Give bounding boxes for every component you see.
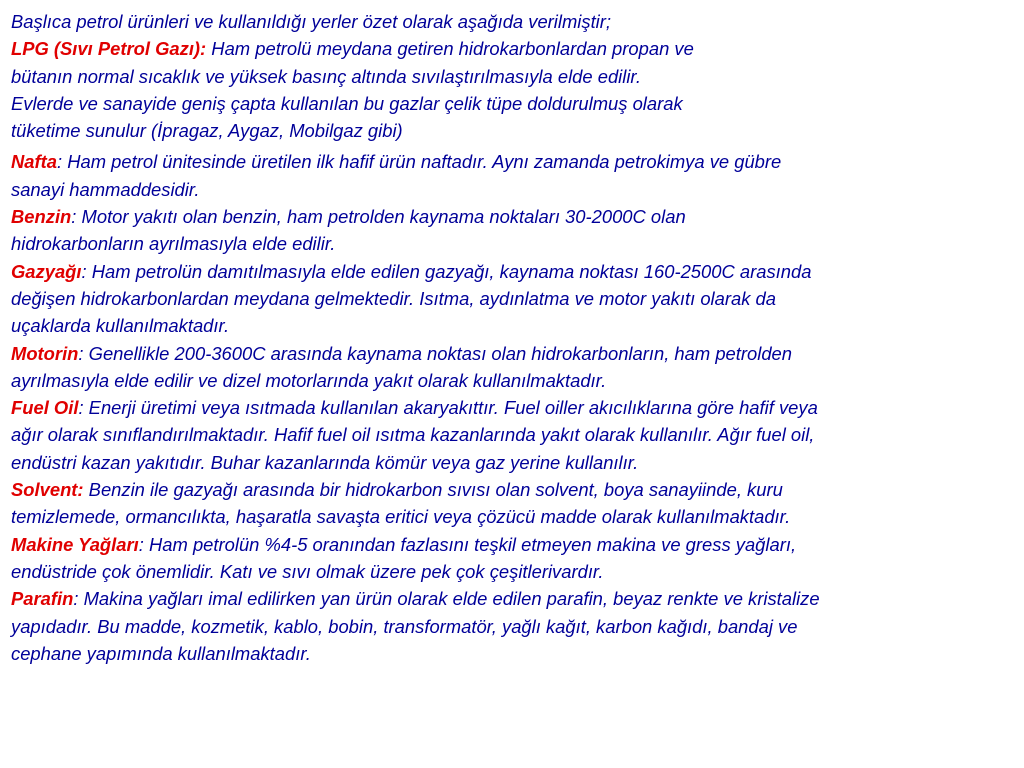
nafta-line-2: sanayi hammaddesidir. [11,178,200,200]
lpg-line-1 [11,35,871,62]
parafin-line-3: cephane yapımında kullanılmaktadır. [11,642,311,664]
gazyagi-line-3: uçaklarda kullanılmaktadır. [11,315,230,337]
lpg-line-2: bütanın normal sıcaklık ve yüksek basınç altında sıvılaştırılmasıyla elde edilir. [11,65,641,87]
lpg-line-4: tüketime sunulur (İpragaz, Aygaz, Mobilgaz gibi) [11,120,403,142]
products-block [11,148,1014,667]
lpg-line-3: Evlerde ve sanayide geniş çapta kullanılan bu gazlar çelik tüpe doldurulmuş olarak [11,92,683,114]
solvent-text-1: Benzin ile gazyağı arasında bir hidrokarbon sıvısı olan solvent, boya sanayiinde, kuru [83,479,783,501]
nafta-text-1: : Ham petrol ünitesinde üretilen ilk hafif ürün naftadır. Aynı zamanda petrokimya ve gübre [57,151,782,173]
fueloil-line-2: ağır olarak sınıflandırılmaktadır. Hafif fuel oil ısıtma kazanlarında yakıt olarak kullanılır. Ağır fuel oil, [11,424,815,446]
makine-line-1 [11,531,1014,558]
solvent-line-2: temizlemede, ormancılıkta, haşaratla savaşta eritici veya çözücü madde olarak kullanılmaktadır. [11,506,791,528]
intro-block [11,8,871,144]
benzin-line-1 [11,203,1014,230]
fueloil-line-3: endüstri kazan yakıtıdır. Buhar kazanlarında kömür veya gaz yerine kullanılır. [11,451,639,473]
gazyagi-term: Gazyağı [11,260,82,282]
motorin-line-1 [11,340,1014,367]
benzin-line-2: hidrokarbonların ayrılmasıyla elde edilir. [11,233,336,255]
benzin-term: Benzin [11,206,72,228]
parafin-text-1: : Makina yağları imal edilirken yan ürün olarak elde edilen parafin, beyaz renkte ve kristalize [73,588,820,610]
lpg-term: LPG (Sıvı Petrol Gazı): [11,38,207,60]
lpg-text-1: Ham petrolü meydana getiren hidrokarbonlardan propan ve [206,38,694,60]
motorin-line-2: ayrılmasıyla elde edilir ve dizel motorlarında yakıt olarak kullanılmaktadır. [11,369,607,391]
parafin-term: Parafin [11,588,74,610]
solvent-term: Solvent: [11,479,84,501]
gazyagi-line-2: değişen hidrokarbonlardan meydana gelmektedir. Isıtma, aydınlatma ve motor yakıtı olarak da [11,287,776,309]
motorin-text-1: : Genellikle 200-3600C arasında kaynama noktası olan hidrokarbonların, ham petrolden [78,342,793,364]
motorin-term: Motorin [11,342,79,364]
nafta-line-1 [11,148,1014,175]
makine-term: Makine Yağları [11,533,139,555]
benzin-text-1: : Motor yakıtı olan benzin, ham petrolden kaynama noktaları 30-2000C olan [71,206,686,228]
makine-line-2: endüstride çok önemlidir. Katı ve sıvı olmak üzere pek çok çeşitlerivardır. [11,560,604,582]
parafin-line-2: yapıdadır. Bu madde, kozmetik, kablo, bobin, transformatör, yağlı kağıt, karbon kağıdı, bandaj ve [11,615,798,637]
fueloil-text-1: : Enerji üretimi veya ısıtmada kullanılan akaryakıttır. Fuel oiller akıcılıklarına göre hafif veya [78,397,818,419]
makine-text-1: : Ham petrolün %4-5 oranından fazlasını teşkil etmeyen makina ve gress yağları, [138,533,797,555]
fueloil-term: Fuel Oil [11,397,79,419]
gazyagi-text-1: : Ham petrolün damıtılmasıyla elde edilen gazyağı, kaynama noktası 160-2500C arasında [81,260,812,282]
intro-text: Başlıca petrol ürünleri ve kullanıldığı yerler özet olarak aşağıda verilmiştir; [11,11,612,32]
solvent-line-1 [11,476,1014,503]
parafin-line-1 [11,585,1014,612]
gazyagi-line-1 [11,258,1014,285]
nafta-term: Nafta [11,151,57,173]
fueloil-line-1 [11,394,1014,421]
